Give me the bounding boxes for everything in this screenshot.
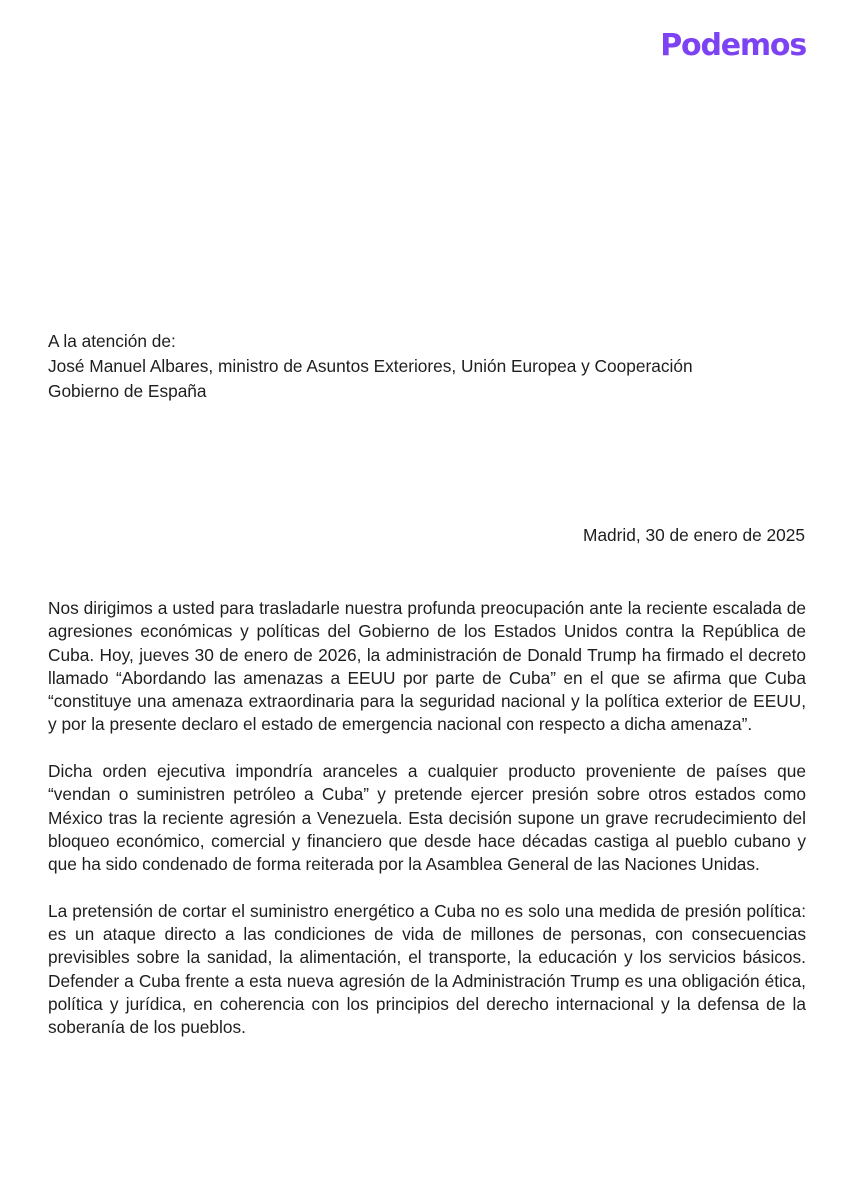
podemos-logo: Podemos <box>660 28 806 63</box>
recipient-name-line: José Manuel Albares, ministro de Asuntos Exteriores, Unión Europea y Cooperación <box>48 356 693 376</box>
recipient-attention-line: A la atención de: <box>48 331 176 351</box>
body-paragraph-3: La pretensión de cortar el suministro energético a Cuba no es solo una medida de presión política: es un ataque directo a las condiciones de vida de millones de personas, con consecuencias previsibles sobre la sanidad, la alimentación, el transporte, la educación y los servicios básicos. Defender a Cuba frente a esta nueva agresión de la Administración Trump es una obligación ética, política y jurídica, en coherencia con los principios del derecho internacional y la defensa de la soberanía de los pueblos. <box>48 900 806 1038</box>
recipient-government-line: Gobierno de España <box>48 381 207 401</box>
letter-date: Madrid, 30 de enero de 2025 <box>583 525 805 545</box>
letter-body <box>48 597 806 1063</box>
recipient-block <box>48 329 818 404</box>
body-paragraph-2: Dicha orden ejecutiva impondría aranceles a cualquier producto proveniente de países que “vendan o suministren petróleo a Cuba” y pretende ejercer presión sobre otros estados como México tras la reciente agresión a Venezuela. Esta decisión supone un grave recrudecimiento del bloqueo económico, comercial y financiero que desde hace décadas castiga al pueblo cubano y que ha sido condenado de forma reiterada por la Asamblea General de las Naciones Unidas. <box>48 761 806 875</box>
body-paragraph-1: Nos dirigimos a usted para trasladarle nuestra profunda preocupación ante la reciente escalada de agresiones económicas y políticas del Gobierno de los Estados Unidos contra la República de Cuba. Hoy, jueves 30 de enero de 2026, la administración de Donald Trump ha firmado el decreto llamado “Abordando las amenazas a EEUU por parte de Cuba” en el que se afirma que Cuba “constituye una amenaza extraordinaria para la seguridad nacional y la política exterior de EEUU, y por la presente declaro el estado de emergencia nacional con respecto a dicha amenaza”. <box>48 598 806 735</box>
